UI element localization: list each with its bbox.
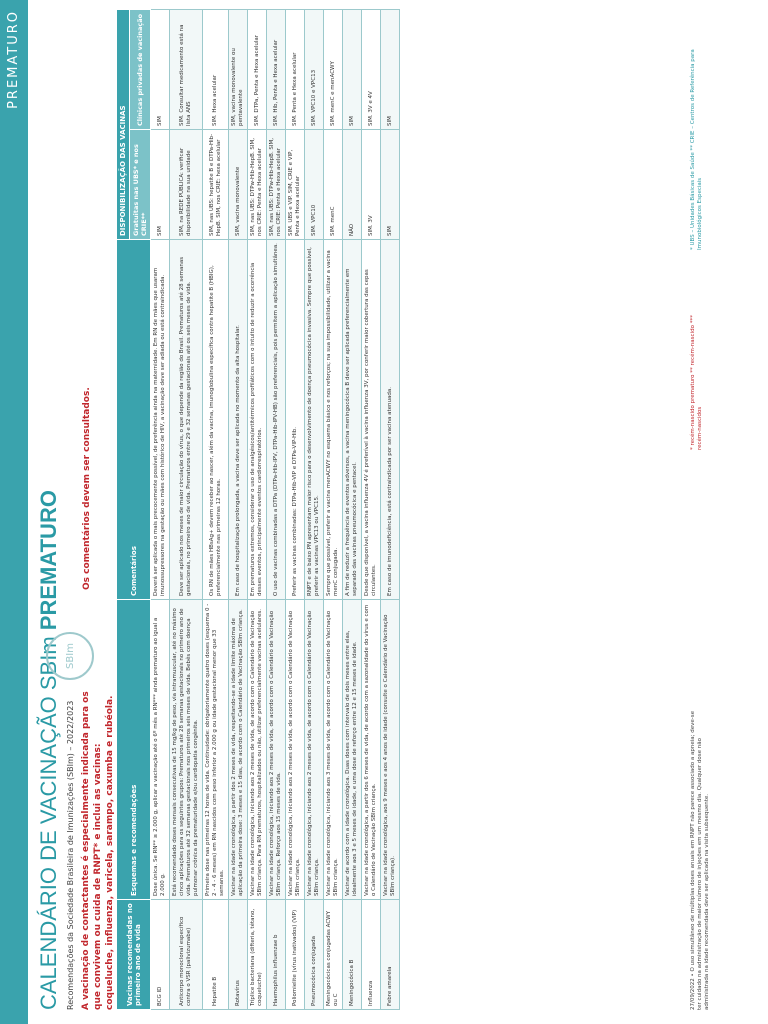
cell-clinicas: SIM. menC e menACWY: [324, 9, 343, 129]
table-row: [170, 9, 203, 1009]
cell-comentarios: Preferir as vacinas combinadas: DTPa-Hib-VIP e DTPa-VIP-Hib.: [286, 240, 305, 600]
cell-clinicas: SIM. Penta e Hexa acelular: [286, 9, 305, 129]
table-row: [248, 9, 267, 1009]
cell-vacina: Tríplice bacteriana (difteria, tétano, coqueluche): [248, 900, 267, 1010]
table-row: [381, 9, 400, 1009]
table-row: [229, 9, 248, 1009]
cell-esquema: Vacinar na idade cronológica, aos 9 meses e aos 4 anos de idade (consulte o Calendário de Vacinação SBIm criança).: [381, 600, 400, 900]
cell-vacina: BCG ID: [151, 900, 170, 1010]
header: [36, 10, 126, 1010]
table-row: [324, 9, 343, 1009]
intro-text: A vacinação de contactantes é especialmente indicada para os que convivem ou cuida de RNPT* e inclui as vacinas: coqueluche, influenza, varicela, sarampo, caxumba e rubéola.: [81, 691, 115, 1010]
footer-legend-rn: * recém-nascido prematuro ** recém-nascido *** recém-nascidos: [690, 315, 703, 450]
cell-clinicas: SIM, vacina monovalente ou pentavalente: [229, 9, 248, 129]
cell-gratuitas: SIM, na REDE PÚBLICA: verificar disponibilidade na sua unidade: [170, 130, 203, 240]
top-band: [0, 0, 28, 1024]
title-main: CALENDÁRIO DE VACINAÇÃO SBIm: [36, 636, 61, 1010]
sbim-logo: SBIm: [46, 632, 94, 680]
table-row: [343, 9, 362, 1009]
table-row: [286, 9, 305, 1009]
table-row: [203, 9, 229, 1009]
cell-vacina: Febre amarela: [381, 900, 400, 1010]
cell-esquema: Vacinar na idade cronológica, iniciando aos 2 meses de vida, de acordo com o Calendário de Vacinação SBIm criança.: [305, 600, 324, 900]
footer: [690, 10, 760, 1010]
cell-clinicas: SIM. Consultar medicamento está na lista ANS: [170, 9, 203, 129]
cell-esquema: Primeira dose nas primeiras 12 horas de vida. Continuidade: obrigatoriamente quatro doses (esquema 0 - 2 - 4 - 6 meses) em RN nascidos com peso inferior a 2.000 g ou idade gestacional menor que 33 semanas.: [203, 600, 229, 900]
cell-esquema: Vacinar na idade cronológica, a partir dos 2 meses de vida, respeitando-se a idade limite máxima de aplicação da primeira dose: 3 meses e 15 dias, de acordo com o Calendário de Vacinação SBIm criança.: [229, 600, 248, 900]
cell-vacina: Pneumocócica conjugada: [305, 900, 324, 1010]
cell-vacina: Hepatite B: [203, 900, 229, 1010]
footer-notes: 27/09/2022 • O uso simultâneo de múltiplas doses anuais em RNPT não parece associado a apneia; deve-se ter cuidado na administração de maior número de injeções em um mesmo dia. Qualquer dose não administrada na idade recomendada deve ser aplicada na visita subsequente.: [690, 711, 710, 1010]
vaccine-table: [116, 9, 400, 1010]
cell-esquema: Está recomendado doses mensais consecutivas de 15 mg/kg de peso, via intramuscular, até no máximo cinco aplicações para os seguintes grupos: Prematuros até 28 semanas gestacionais no primeiro ano de vida. Prematuros até 32 semanas gestacionais nos primeiros seis meses de vida. Bebês com doença pulmonar crônica da prematuridade e/ou cardiopatia congênita.: [170, 600, 203, 900]
cell-vacina: Rotavírus: [229, 900, 248, 1010]
cell-comentarios: Em caso de imunodeficiência, está contraindicada por ser vacina atenuada.: [381, 240, 400, 600]
table-row: [151, 9, 170, 1009]
band-label: PREMATURO: [6, 10, 21, 109]
page-title: [36, 490, 62, 1010]
table-row: [305, 9, 324, 1009]
cell-clinicas: SIM. 3V e 4V: [362, 9, 381, 129]
header-comentarios: Comentários: [117, 240, 151, 600]
cell-comentarios: Sempre que possível, preferir a vacina menACWY no esquema básico e nos reforços; na sua impossibilidade, utilizar a vacina menC conjugada.: [324, 240, 343, 600]
cell-esquema: Vacinar na idade cronológica, a partir dos 6 meses de vida, de acordo com a sazonalidade do vírus e com o Calendário de Vacinação SBIm criança.: [362, 600, 381, 900]
header-gratuitas: Gratuitas nas UBS* e nos CRIE**: [130, 130, 151, 240]
cell-clinicas: SIM: [381, 9, 400, 129]
cell-esquema: Vacinar de acordo com a idade cronológica. Duas doses com intervalo de dois meses entre elas, idealmente aos 3 e 5 meses de idade, e uma dose de reforço entre 12 e 15 meses de idade.: [343, 600, 362, 900]
cell-comentarios: Em prematuros extremos, considerar o uso de analgésicos/antitérmicos profiláticos com o intuito de reduzir a ocorrência desses eventos, principalmente eventos cardiorrespiratórios.: [248, 240, 267, 600]
cell-clinicas: SIM. DTPa, Penta e Hexa acelular: [248, 9, 267, 129]
cell-gratuitas: SIM. VPC10: [305, 130, 324, 240]
cell-esquema: Vacinar na idade cronológica, iniciando aos 2 meses de vida, de acordo com o Calendário de Vacinação SBIm criança. Para RN prematuros, hospitalizados ou não, utilizar preferencialmente vacinas acelulares.: [248, 600, 267, 900]
cell-clinicas: SIM: [151, 9, 170, 129]
header-esquema: Esquemas e recomendações: [117, 600, 151, 900]
cell-vacina: Meningocócica B: [343, 900, 362, 1010]
cell-gratuitas: SIM. 3V: [362, 130, 381, 240]
cell-vacina: Anticorpo monoclonal específico contra o VSR (palivizumabe): [170, 900, 203, 1010]
cell-comentarios: Os RN de mães HBsAg+ devem receber ao nascer, além da vacina, imunoglobulina específica contra hepatite B (HBIG), preferencialmente nas primeiras 12 horas.: [203, 240, 229, 600]
cell-gratuitas: SIM, nas UBS: hepatite B e DTPa-Hib-HepB. SIM, nos CRIE: hexa acelular: [203, 130, 229, 240]
table-row: [362, 9, 381, 1009]
cell-vacina: Poliomielite (vírus inativados) (VIP): [286, 900, 305, 1010]
cell-comentarios: Deverá ser aplicada o mais precocemente possível, de preferência ainda na maternidade. Em RN de mães que usaram imunossupressores na gestação ou mães com histórico de HIV, a vacinação deve ser adiada ou está contraindicada.: [151, 240, 170, 600]
cell-clinicas: SIM: [343, 9, 362, 129]
comments-note: Os comentários devem ser consultados.: [82, 387, 92, 590]
cell-esquema: Vacinar na idade cronológica, iniciando aos 3 meses de vida, de acordo com o Calendário de Vacinação SBIm criança.: [324, 600, 343, 900]
cell-gratuitas: SIM, vacina monovalente: [229, 130, 248, 240]
title-highlight: PREMATURO: [36, 490, 61, 631]
cell-gratuitas: SIM, nas UBS: DTPw-Hib-HepB. SIM, nos CRIE: Penta e Hexa acelular: [267, 130, 286, 240]
cell-esquema: Vacinar na idade cronológica, iniciando aos 2 meses de vida, de acordo com o Calendário de Vacinação SBIm criança. Reforço aos 15 meses de vida.: [267, 600, 286, 900]
cell-comentarios: RNPT e de baixo PN apresentam maior risco para o desenvolvimento de doença pneumocócica invasiva. Sempre que possível, preferir as vacinas VPC13 ou VPC15.: [305, 240, 324, 600]
cell-gratuitas: SIM: [151, 130, 170, 240]
cell-comentarios: A fim de reduzir a frequência de eventos adversos, a vacina meningocócica B deve ser aplicada preferencialmente em separado das vacinas pneumocócica e pentacel.: [343, 240, 362, 600]
cell-gratuitas: NÃO: [343, 130, 362, 240]
cell-clinicas: SIM. Hib, Penta e Hexa acelular: [267, 9, 286, 129]
cell-comentarios: Deve ser aplicado nos meses de maior circulação do vírus, o que depende da região do Brasil. Prematuros até 28 semanas gestacionais, no primeiro ano de vida. Prematuros entre 29 e 32 semanas gestacionais até os seis meses de vida.: [170, 240, 203, 600]
subtitle: Recomendações da Sociedade Brasileira de Imunizações (SBIm) – 2022/2023: [66, 700, 75, 1010]
cell-comentarios: O uso de vacinas combinadas a DTPa (DTPa-Hib-IPV, DTPa-Hib-IPV-HB) são preferenciais, pois permitem a aplicação simultânea.: [267, 240, 286, 600]
cell-comentarios: Em caso de hospitalização prolongada, a vacina deve ser aplicada no momento da alta hospitalar.: [229, 240, 248, 600]
header-vacina: Vacinas recomendadas no primeiro ano de vida: [117, 900, 151, 1010]
cell-comentarios: Desde que disponível, a vacina influenza 4V é preferível à vacina influenza 3V, por conferir maior cobertura das cepas circulantes.: [362, 240, 381, 600]
cell-vacina: Meningocócicas conjugadas ACWY ou C: [324, 900, 343, 1010]
cell-gratuitas: SIM. UBS e VIP. SIM, CRIE e VIP, Penta e Hexa acelular: [286, 130, 305, 240]
cell-clinicas: SIM. VPC10 e VPC13: [305, 9, 324, 129]
cell-gratuitas: SIM. menC: [324, 130, 343, 240]
cell-esquema: Dose única. Se RN** ≥ 2.000 g, aplicar a vacinação até o 6º mês a RN*** ainda prematuro ao igual a 2.000 g.: [151, 600, 170, 900]
table-row: [267, 9, 286, 1009]
cell-gratuitas: SIM, nas UBS: DTPw-Hib-HepB. SIM, nos CRIE: Penta e Hexa acelular: [248, 130, 267, 240]
header-clinicas: Clínicas privadas de vacinação: [130, 9, 151, 129]
cell-clinicas: SIM. Hexa acelular: [203, 9, 229, 129]
footer-legend-ubs: * UBS – Unidades Básicas de Saúde ** CRIE – Centros de Referência para Imunobiológicos Especiais: [690, 49, 703, 250]
cell-vacina: Haemophilus influenzae b: [267, 900, 286, 1010]
cell-esquema: Vacinar na idade cronológica, iniciando aos 2 meses de vida, de acordo com o Calendário de Vacinação SBIm criança.: [286, 600, 305, 900]
cell-vacina: Influenza: [362, 900, 381, 1010]
header-disponibilizacao: DISPONIBILIZAÇÃO DAS VACINAS: [117, 9, 130, 239]
table-body: [151, 9, 400, 1009]
cell-gratuitas: SIM: [381, 130, 400, 240]
